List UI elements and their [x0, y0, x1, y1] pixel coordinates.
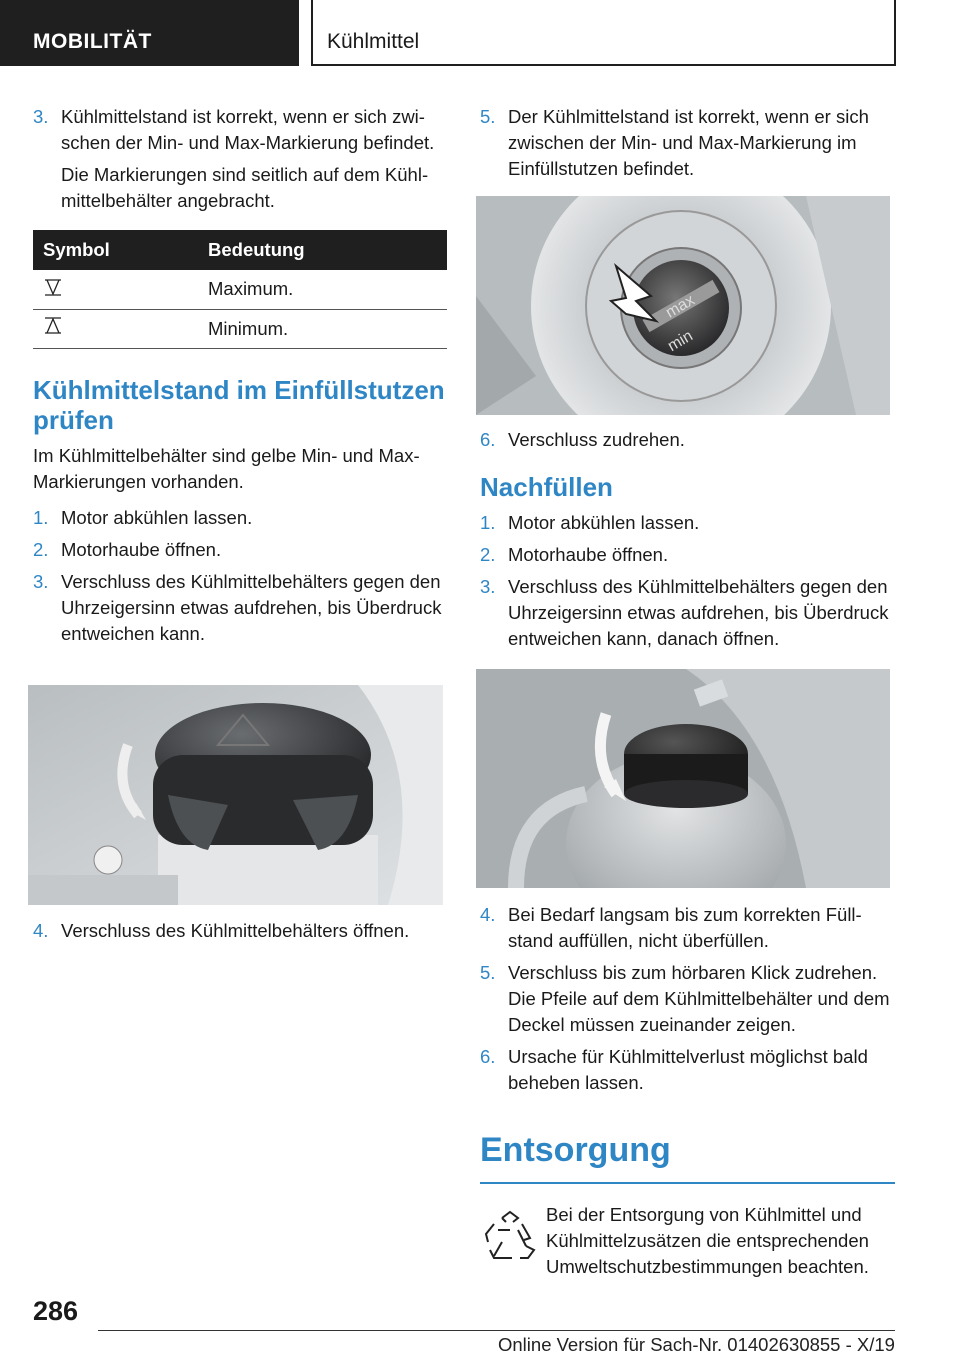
step-text: Verschluss bis zum hörbaren Klick zudrehen. Die Pfeile auf dem Kühlmittelbehälter und dem Deckel müssen zueinander zeigen.	[508, 962, 890, 1035]
step-number: 6.	[480, 1046, 496, 1067]
intro-text: Im Kühlmittelbehälter sind gelbe Min- und Max-Markierungen vorhanden.	[33, 444, 420, 492]
list-item	[33, 505, 447, 531]
chapter-title: Kühlmittel	[311, 0, 896, 66]
photo-coolant-reservoir	[476, 669, 890, 888]
table-cell-meaning: Minimum.	[204, 309, 447, 348]
section-heading-check: Kühlmittelstand im Einfüllstutzen prüfen	[33, 374, 445, 435]
section-title: MOBILITÄT	[0, 0, 299, 66]
step-text: Motor abkühlen lassen.	[61, 506, 253, 528]
list-item	[33, 537, 447, 563]
step-number: 3.	[33, 106, 49, 127]
right-column	[480, 104, 895, 188]
list-item	[480, 960, 895, 1038]
step-number: 6.	[480, 429, 496, 450]
step-number: 5.	[480, 106, 496, 127]
page-number: 286	[33, 1296, 79, 1326]
max-marker-icon	[33, 270, 204, 309]
step-number: 2.	[480, 544, 496, 565]
step-number: 4.	[33, 920, 49, 941]
table-header-symbol: Symbol	[33, 230, 204, 270]
section-heading-disposal: Entsorgung	[480, 1131, 895, 1184]
table-header-meaning: Bedeutung	[204, 230, 447, 270]
step-note: Die Markierungen sind seitlich auf dem Kühlmittelbehälter angebracht.	[61, 164, 429, 211]
refill-section	[480, 472, 895, 658]
list-item	[480, 542, 895, 568]
step-text: Motor abkühlen lassen.	[508, 512, 700, 533]
step-number: 5.	[480, 962, 496, 983]
refill-steps-continued	[480, 902, 895, 1102]
step-text: Verschluss zudrehen.	[508, 429, 685, 450]
photo-coolant-cap	[28, 685, 443, 905]
step-text: Verschluss des Kühlmittelbehälters öffnen.	[61, 920, 410, 941]
table-row	[33, 270, 447, 309]
list-item	[480, 902, 895, 954]
step-number: 3.	[480, 576, 496, 597]
recycling-icon	[482, 1210, 538, 1271]
step-6-close	[480, 427, 895, 453]
step-text: Kühlmittelstand ist korrekt, wenn er sich zwischen der Min- und Max-Markierung befindet.	[61, 106, 435, 153]
step-text: Der Kühlmittelstand ist korrekt, wenn er sich zwischen der Min- und Max-Markierung im Einfüllstutzen befindet.	[508, 106, 869, 179]
list-item	[33, 569, 447, 647]
footer-divider	[98, 1330, 895, 1331]
step-3-check	[33, 104, 447, 214]
list-item	[480, 574, 895, 652]
photo-label-min: min	[665, 327, 696, 356]
symbol-table	[33, 230, 447, 349]
disposal-section	[480, 1095, 895, 1280]
step-number: 2.	[33, 538, 49, 560]
min-marker-icon	[33, 309, 204, 348]
step-text: Verschluss des Kühlmittelbehälters gegen den Uhrzeigersinn etwas aufdrehen, bis Überdruck entweichen kann.	[61, 570, 442, 644]
table-row	[33, 309, 447, 348]
section-heading-refill: Nachfüllen	[480, 472, 613, 502]
note-text: Bei der Entsorgung von Kühlmittel und Kühlmittelzusätzen die entsprechenden Umweltschutzbestimmungen beachten.	[546, 1204, 869, 1277]
page-header	[0, 0, 960, 66]
step-text: Bei Bedarf langsam bis zum korrekten Füllstand auffüllen, nicht überfüllen.	[508, 904, 862, 951]
footer-text: Online Version für Sach-Nr. 01402630855 - X/19	[498, 1334, 895, 1355]
step-text: Ursache für Kühlmittelverlust möglichst bald beheben lassen.	[508, 1046, 868, 1093]
photo-filler-neck	[476, 196, 890, 415]
environment-note	[480, 1202, 895, 1280]
step-number: 1.	[33, 506, 49, 528]
step-number: 1.	[480, 512, 496, 533]
photo-label-max: max	[663, 291, 698, 322]
step-text: Motorhaube öffnen.	[508, 544, 669, 565]
step-text: Verschluss des Kühlmittelbehälters gegen den Uhrzeigersinn etwas aufdrehen, bis Überdruck entweichen kann, danach öffnen.	[508, 576, 889, 649]
step-5-check	[480, 104, 895, 182]
step-number: 3.	[33, 570, 49, 592]
left-column	[33, 104, 447, 653]
step-number: 4.	[480, 904, 496, 925]
list-item	[480, 510, 895, 536]
step-4-open	[33, 918, 447, 944]
table-cell-meaning: Maximum.	[204, 270, 447, 309]
list-item	[480, 1044, 895, 1096]
step-text: Motorhaube öffnen.	[61, 538, 222, 560]
